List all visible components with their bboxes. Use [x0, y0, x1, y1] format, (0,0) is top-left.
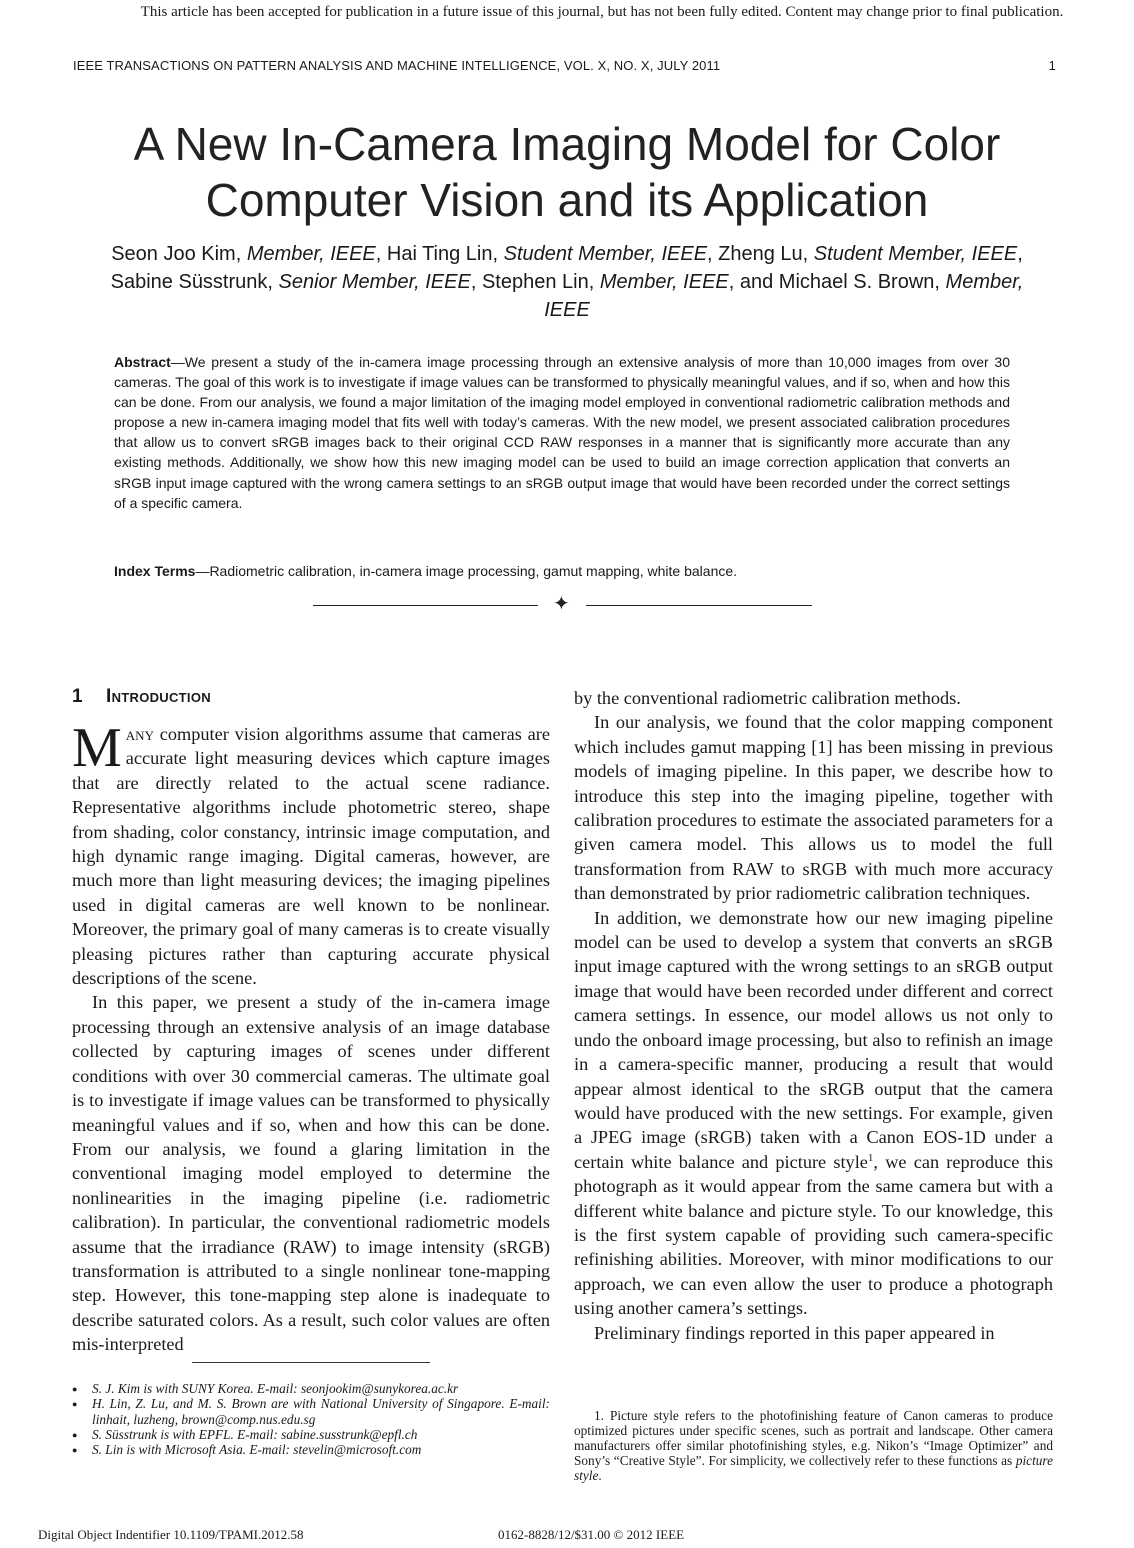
abstract-label: Abstract: [114, 354, 171, 370]
page-number: 1: [1048, 58, 1056, 73]
author-role: Senior Member, IEEE: [278, 271, 471, 293]
footnote-end: .: [598, 1468, 602, 1483]
author-name: , and Michael S. Brown,: [728, 271, 946, 293]
author-role: Student Member, IEEE: [813, 243, 1018, 265]
paragraph: In this paper, we present a study of the in-camera image processing through an extensive analysis of an image database collected by capturing images of scenes under different conditions with over 30 commercial cameras. The ultimate goal is to investigate if image values can be transformed to physically meaningful values and if so, when and how this can be done. From our analysis, we found a glaring limitation in the conventional imaging model employed to determine the nonlinearities in the imaging pipeline (i.e. radiometric calibration). In particular, the conventional radiometric models assume that the irradiance (RAW) to image intensity (sRGB) transformation is attributed to a single nonlinear tone-mapping step. However, this tone-mapping step alone is inadequate to describe saturated colors. As a result, such color values are often mis-interpreted: [72, 992, 550, 1355]
affiliation-item: ● S. Süsstrunk is with EPFL. E-mail: sabine.susstrunk@epfl.ch: [72, 1427, 550, 1442]
paragraph-text: , we can reproduce this photograph as it would appear from the same camera but with a different white balance and picture style. To our knowledge, this is the first system capable of providing such camera-specific refinishing abilities. Moreover, with minor modifications to our approach, we can even allow the user to produce a photograph using another camera’s settings.: [574, 1151, 1053, 1319]
separator-diamond-icon: ✦: [553, 593, 570, 615]
copyright-line: 0162-8828/12/$31.00 © 2012 IEEE: [498, 1527, 685, 1542]
separator-line-left: [313, 605, 538, 606]
paragraph-text: In addition, we demonstrate how our new imaging pipeline model can be used to develop a system that converts an sRGB input image captured with the wrong settings to an sRGB output image that would have been recorded under different and correct camera settings. In essence, our model allows us not only to undo the onboard image processing, but also to refinish an image in a camera-specific manner, producing a result that would appear almost identical to the sRGB output that the camera would have produced with the new settings. For example, given a JPEG image (sRGB) taken with a Canon EOS-1D under a certain white balance and picture style: [574, 907, 1053, 1172]
author-affiliations: [72, 1381, 550, 1457]
index-terms-label: Index Terms: [114, 563, 196, 579]
footnote-marker: 1: [867, 1151, 874, 1164]
affiliation-item: ● S. Lin is with Microsoft Asia. E-mail: stevelin@microsoft.com: [72, 1442, 550, 1457]
affiliation-item: ● H. Lin, Z. Lu, and M. S. Brown are with National University of Singapore. E-mail: linhait, luzheng, brown@comp.nus.edu.sg: [72, 1396, 550, 1427]
author-name: , Stephen Lin,: [470, 271, 600, 293]
footnote-rule: [192, 1362, 430, 1363]
paragraph: [574, 906, 1053, 1321]
footnote-text: 1. Picture style refers to the photofinishing feature of Canon cameras to produce optimized pictures under specific scenes, such as portrait and landscape. Other camera manufacturers offer similar photofinishing styles, e.g. Nikon’s “Image Optimizer” and Sony’s “Creative Style”. For simplicity, we collectively refer to these functions as: [574, 1408, 1053, 1468]
abstract-text: —We present a study of the in-camera image processing through an extensive analysis of more than 10,000 images from over 30 cameras. The goal of this work is to investigate if image values can be transformed to physically meaningful values, and if so, when and how this can be done. From our analysis, we found a major limitation of the imaging model employed in conventional radiometric calibration methods and propose a new in-camera imaging model that fits well with today’s cameras. With the new model, we present associated calibration procedures that allow us to convert sRGB images back to their original CCD RAW responses in a manner that is significantly more accurate than any existing methods. Additionally, we show how this new imaging model can be used to build an image correction application that converts an sRGB input image captured with the wrong camera settings to an sRGB output image that would have been recorded under the correct settings of a specific camera.: [114, 354, 1010, 511]
author-name: Seon Joo Kim,: [111, 243, 247, 265]
author-name: , Zheng Lu,: [707, 243, 814, 265]
author-role: Member, IEEE: [246, 243, 376, 265]
drop-cap: M: [72, 717, 122, 779]
paragraph: [72, 717, 550, 990]
author-role: Member, IEEE: [544, 271, 1024, 321]
index-terms: [114, 563, 1010, 579]
paragraph-text: computer vision algorithms assume that cameras are accurate light measuring devices which capture images that are directly related to the actual scene radiance. Representative algorithms include photometric stereo, shape from shading, color constancy, intrinsic image computation, and high dynamic range imaging. Digital cameras, however, are much more than light measuring devices; the imaging pipelines used in digital cameras are well known to be nonlinear. Moreover, the primary goal of many cameras is to create visually pleasing pictures rather than capturing accurate physical descriptions of the scene.: [72, 724, 550, 989]
journal-name: IEEE TRANSACTIONS ON PATTERN ANALYSIS AND MACHINE INTELLIGENCE, VOL. X, NO. X, JULY 2011: [73, 58, 721, 73]
smallcaps-lead: any: [125, 724, 154, 744]
separator-line-right: [586, 605, 812, 606]
running-head: [73, 58, 1056, 73]
index-terms-text: —Radiometric calibration, in-camera image processing, gamut mapping, white balance.: [195, 563, 738, 579]
paragraph: by the conventional radiometric calibration methods.: [574, 688, 961, 708]
section-number: 1: [72, 686, 83, 707]
author-name: , Hai Ting Lin,: [375, 243, 504, 265]
abstract: [114, 352, 1010, 513]
author-name: , Sabine Süsstrunk,: [110, 243, 1023, 293]
affiliation-item: ● S. J. Kim is with SUNY Korea. E-mail: seonjookim@sunykorea.ac.kr: [72, 1381, 550, 1396]
footnote-emphasis: picture style: [574, 1453, 1053, 1483]
publication-notice: This article has been accepted for publication in a future issue of this journal, but has not been fully edited. Content may change prior to final publication.: [140, 4, 1064, 20]
section-title: Introduction: [106, 686, 211, 707]
footnote: [574, 1408, 1053, 1483]
paragraph: Preliminary findings reported in this paper appeared in: [594, 1322, 995, 1343]
author-list: [90, 240, 1044, 324]
paper-title: [60, 116, 1074, 228]
left-column-text: [72, 717, 550, 1357]
title-line-2: Computer Vision and its Application: [205, 174, 929, 226]
section-heading: [72, 686, 550, 708]
paragraph: In our analysis, we found that the color mapping component which includes gamut mapping [1] has been missing in previous models of imaging pipeline. In this paper, we describe how to introduce this step into the imaging pipeline, together with calibration procedures to estimate the associated parameters for a given camera model. This allows us to model the full transformation from RAW to sRGB with much more accuracy than demonstrated by prior radiometric calibration techniques.: [574, 712, 1053, 904]
author-role: Member, IEEE: [599, 271, 729, 293]
doi-line: Digital Object Indentifier 10.1109/TPAMI.2012.58: [38, 1527, 304, 1542]
title-line-1: A New In-Camera Imaging Model for Color: [133, 118, 1001, 170]
author-role: Student Member, IEEE: [503, 243, 708, 265]
right-column-text: [574, 686, 1053, 1345]
